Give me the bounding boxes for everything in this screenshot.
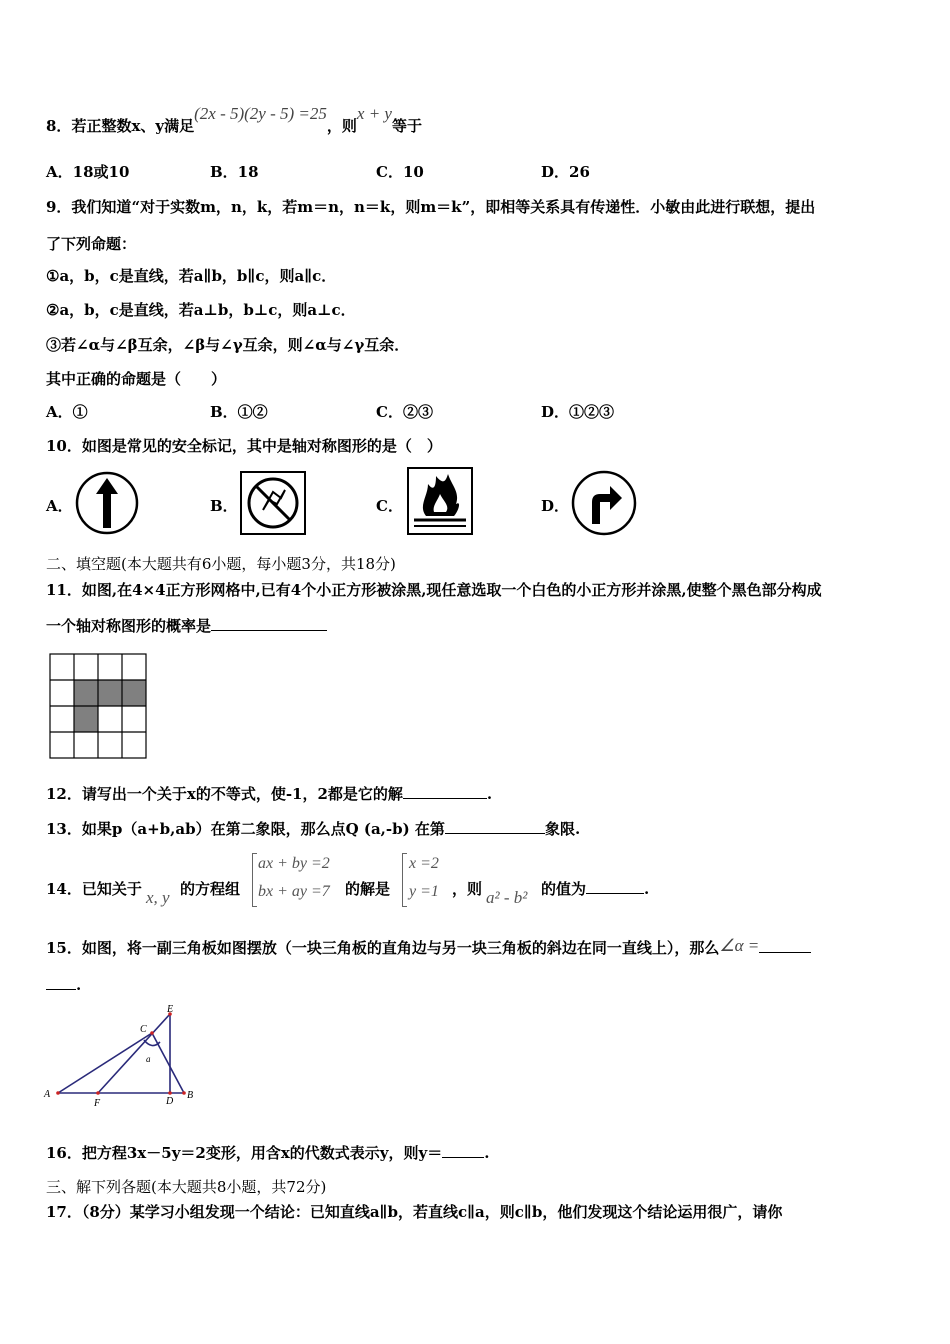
q9-option-c: C．②③ [376, 403, 433, 421]
q14-text-f: . [644, 880, 650, 898]
q8-option-b: B．18 [210, 163, 259, 181]
q8-expr: x + y [356, 104, 392, 123]
q14-text-b: 的方程组 [180, 880, 241, 898]
q11-answer-blank[interactable] [211, 616, 327, 631]
point-f-label: F [94, 1098, 101, 1109]
q14-eq1: ax + by =2 [258, 855, 330, 872]
point-a-label: A [44, 1089, 51, 1100]
q10-option-a: A． [46, 497, 73, 515]
q8-option-c: C．10 [376, 163, 424, 181]
q14-text-d: ，则 [452, 880, 483, 898]
alpha-label: a [146, 1054, 151, 1064]
q14-sol2: y =1 [409, 883, 439, 900]
q14-answer-blank[interactable] [586, 879, 644, 894]
q16-answer-blank[interactable] [442, 1143, 484, 1158]
q12-text-b: . [486, 785, 493, 803]
q14-text-a: 14．已知关于 [46, 880, 142, 898]
fire-sign-icon [406, 466, 474, 536]
q15-answer-blank-1[interactable] [759, 938, 811, 953]
q8-text-c: 等于 [391, 117, 422, 135]
q8-option-a: A．18或10 [46, 163, 130, 181]
q14-text-e: 的值为 [541, 880, 587, 898]
q14-solution-brace [402, 853, 407, 907]
point-c-label: C [140, 1024, 147, 1035]
q9-option-d: D．①②③ [541, 403, 615, 421]
q8-text-b: ，则 [326, 117, 357, 135]
q9-question: 其中正确的命题是（ ） [46, 370, 227, 388]
no-phone-sign-icon [239, 470, 307, 536]
q15-text-b: . [76, 976, 82, 994]
q10-option-c: C． [376, 497, 403, 515]
q14-system-brace [252, 853, 257, 907]
section-3-heading: 三、解下列各题(本大题共8小题，共72分) [46, 1178, 327, 1196]
point-e-label: E [167, 1004, 174, 1015]
q13-answer-blank[interactable] [445, 819, 545, 834]
q13-text-b: 象限. [544, 820, 581, 838]
q8-line [46, 104, 422, 136]
q12-answer-blank[interactable] [403, 784, 487, 799]
q16-text-a: 16．把方程3x－5y＝2变形，用含x的代数式表示y，则y＝ [46, 1144, 443, 1162]
q12-line [46, 784, 492, 804]
q14-sol1: x =2 [409, 855, 439, 872]
q14-eq2: bx + ay =7 [258, 883, 330, 900]
q14-expr: a² - b² [486, 888, 528, 907]
q8-number: 8． [46, 117, 72, 135]
q9-proposition-1: ①a，b，c是直线，若a∥b，b∥c，则a∥c． [46, 267, 337, 285]
point-b-label: B [187, 1090, 194, 1101]
q8-option-d: D．26 [541, 163, 590, 181]
q10-text: 10．如图是常见的安全标记，其中是轴对称图形的是（ ） [46, 437, 442, 455]
q11-line2-text: 一个轴对称图形的概率是 [46, 617, 212, 635]
q12-text-a: 12．请写出一个关于x的不等式，使-1，2都是它的解 [46, 785, 403, 803]
q15-angle: ∠α = [719, 936, 760, 955]
q14-tail [541, 879, 649, 899]
q9-proposition-2: ②a，b，c是直线，若a⊥b，b⊥c，则a⊥c． [46, 301, 356, 319]
q15-line2 [46, 975, 81, 995]
q14-text-c: 的解是 [345, 880, 391, 898]
q10-option-b: B． [210, 497, 238, 515]
q9-option-b: B．①② [210, 403, 268, 421]
q15-answer-blank-2[interactable] [46, 975, 76, 990]
q14-vars: x, y [146, 888, 170, 907]
q13-line [46, 819, 580, 839]
q17-text: 17．（8分）某学习小组发现一个结论：已知直线a∥b，若直线c∥a，则c∥b，他们发现这个结论运用很广，请你 [46, 1203, 783, 1221]
grid-4x4-figure [48, 652, 149, 762]
up-arrow-sign-icon [74, 470, 140, 536]
q15-text-a: 15．如图，将一副三角板如图摆放（一块三角板的直角边与另一块三角板的斜边在同一直线上），那么 [46, 939, 720, 957]
q8-text-a: 若正整数x、y满足 [71, 117, 195, 135]
q11-line1: 11．如图,在4×4正方形网格中,已有4个小正方形被涂黑,现任意选取一个白色的小正方形并涂黑,使整个黑色部分构成 [46, 581, 822, 599]
q16-line [46, 1143, 489, 1163]
point-d-label: D [166, 1096, 174, 1107]
turn-right-sign-icon [570, 470, 638, 536]
q10-option-d: D． [541, 497, 570, 515]
section-2-heading: 二、填空题(本大题共有6小题，每小题3分，共18分) [46, 555, 396, 573]
q11-line2 [46, 616, 327, 636]
q15-line1 [46, 938, 811, 958]
q13-text-a: 13．如果p（a+b,ab）在第二象限，那么点Q (a,-b) 在第 [46, 820, 445, 838]
q16-text-b: . [484, 1144, 490, 1162]
q8-equation: (2x - 5)(2y - 5) =25 [194, 104, 327, 123]
q9-line2: 了下列命题： [46, 235, 137, 253]
q9-proposition-3: ③若∠α与∠β互余，∠β与∠γ互余，则∠α与∠γ互余． [46, 336, 410, 354]
q9-line1: 9．我们知道“对于实数m，n，k，若m＝n，n＝k，则m＝k”，即相等关系具有传递性．小敏由此进行联想，提出 [46, 198, 816, 216]
q9-option-a: A．① [46, 403, 88, 421]
triangle-figure [40, 1002, 200, 1112]
